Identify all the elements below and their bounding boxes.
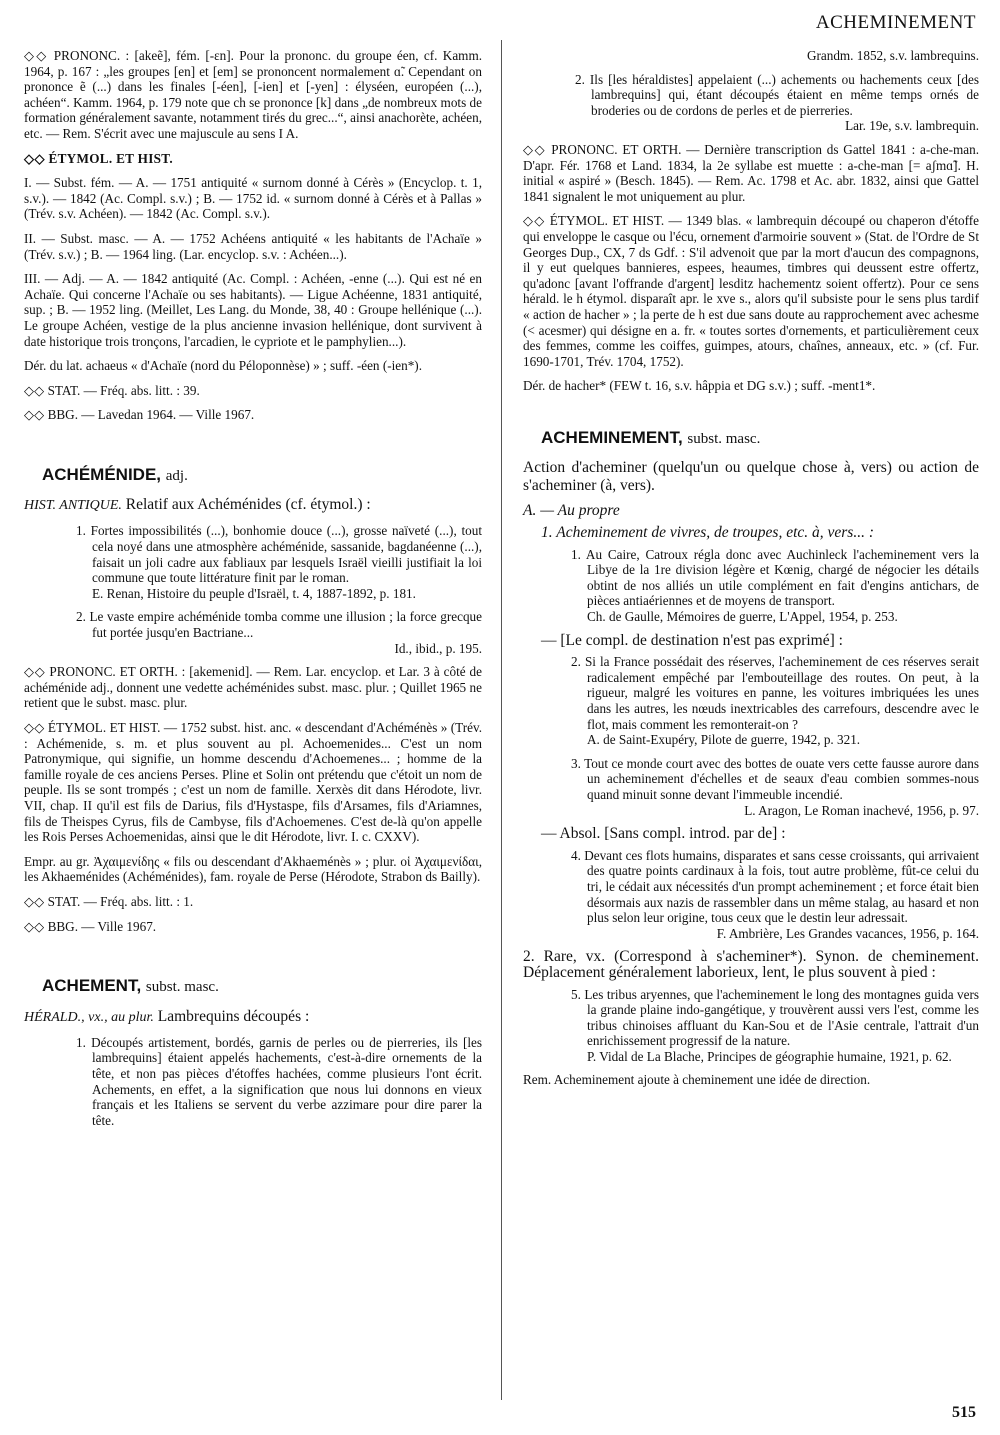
achemenide-empr: Empr. au gr. Ἀχαιμενίδης « fils ou descendant d'Akhaeménès » ; plur. οἱ Ἀχαιμενίδαι, les Akhaeménides (Achéménides), fam. royale de Perse (Hérodote, Strabon ds Bailly).	[24, 853, 482, 885]
example-text: 1. Découpés artistement, bordés, garnis de perles ou de pierreries, ils [les lambrequins] étaient appelés hachements, c'est-à-dire ornements de la tête, et non pas pièces d'étoffes hachées, comme plusieurs l'ont écrit. Achements, en effet, a la signification que nous lui donnons en vieux français et les Italiens se servent du verbe azzimare pour dire parer la tête.	[76, 1034, 482, 1128]
example-text: 2. Ils [les héraldistes] appelaient (...) achements ou hachements ceux [des lambrequins] qui, étant découpés étaient en même temps ornés de broderies ou de cordons de perles et de pierreries.	[575, 71, 979, 118]
achement-etymol: ◇◇ ÉTYMOL. ET HIST. — 1349 blas. « lambrequin découpé ou chaperon d'étoffe qui enveloppe le casque ou l'écu, ornement d'armoirie souvent » (Stat. de l'Ordre de St Georges Dup., CX, 7 ds Gdf. : S'il advenoit que par la mort d'aucun des compagnons, il y eut quelques bannieres, espees, heaumes, timbres qui deussent estre offertz, qu'adonc [avant l'offrande d'argent] lesditz hachementz soient offertz). Pour ce sens hérald. le h étymol. disparaît apr. le xve s., alors qu'il subsiste pour le sens plus tardif « action de hacher » ; la perte de h est due sans doute au rapprochement avec achesme (< acesmer) qui désigne en a. fr. « toutes sortes d'ornements, et particulièrement ceux des femmes, comme les coiffes, guimpes, atours, chaînes, anneaux, etc. » (cf. Fur. 1690-1701, Trév. 1704, 1752).	[523, 213, 979, 369]
entry-headword-acheminement	[541, 427, 979, 448]
subsection-2-heading: 2. Rare, vx. (Correspond à s'acheminer*). Synon. de cheminement. Déplacement généralement laborieux, lent, le plus souvent à pied :	[523, 948, 979, 981]
example-text: 4. Devant ces flots humains, disparates et sans cesse croissants, qui arrivaient des quatre points cardinaux à la fois, tout autre problème, fût-ce celui du tri, le cédait aux nécessités d'un prompt acheminement ; et force était bien désormais aux nazis de rassembler dans un même stalag, au hasard et non plus selon leur origine, tous ceux que le destin leur adressait.	[571, 847, 979, 926]
definition-text: Lambrequins découpés :	[157, 1007, 310, 1025]
acheen-etymol-3: III. — Adj. — A. — 1842 antiquité (Ac. Compl. : Achéen, -enne (...). Qui est né en Achaïe. Qui concerne l'Achaïe ou ses habitants). — Ligue Achéenne, 1831 antiquité, sup. ; B. — 1952 ling. (Meillet, Les Lang. du Monde, 38, 40 : Groupe hellénique (...). Le groupe Achéen, vestige de la plus ancienne invasion hellénique, dont survivent à date historique trois tronçons, l'arcadien, le cypriote et le pamphylien...).	[24, 271, 482, 349]
achemenide-bbg: ◇◇ BBG. — Ville 1967.	[24, 918, 157, 934]
acheen-bbg: ◇◇ BBG. — Lavedan 1964. — Ville 1967.	[24, 407, 255, 423]
example-source: Ch. de Gaulle, Mémoires de guerre, L'Appel, 1954, p. 253.	[587, 609, 898, 625]
acheen-stat: ◇◇ STAT. — Fréq. abs. litt. : 39.	[24, 382, 200, 398]
achemenide-stat: ◇◇ STAT. — Fréq. abs. litt. : 1.	[24, 893, 194, 909]
entry-headword-achement	[42, 978, 482, 996]
definition: Action d'acheminer (quelqu'un ou quelque chose à, vers) ou action de s'acheminer (à, vers).	[523, 459, 979, 495]
example-2	[24, 609, 482, 656]
headword: ACHÉMÉNIDE,	[42, 464, 162, 484]
acheminement-remark: Rem. Acheminement ajoute à cheminement une idée de direction.	[523, 1072, 871, 1088]
example-source: P. Vidal de La Blache, Principes de géographie humaine, 1921, p. 62.	[587, 1048, 952, 1064]
left-column	[24, 48, 482, 1136]
acheminement-example-5	[523, 987, 979, 1065]
acheen-prononc: ◇◇ PRONONC. : [akeẽ], fém. [-ɛn]. Pour la prononc. du groupe éen, cf. Kamm. 1964, p. 167 : „les groupes [en] et [em] se prononcent normalement ɑ̃. Cependant on prononce ẽ (...) dans les finales [-éen], [-ien] et [-yen] : élyséen, européen (...), achéen“. Kamm. 1964, p. 179 note que ch se prononce [k] dans „de nombreux mots de formation généralement savante, notamment tirés du grec...“, ainsi anachorète, achéen, etc. — Rem. S'écrit avec une majuscule au sens I A.	[24, 48, 482, 141]
achemenide-etymol: ◇◇ ÉTYMOL. ET HIST. — 1752 subst. hist. anc. « descendant d'Achéménès » (Trév. : Achémenide, s. m. et plus souvent au pl. Achoemenides... C'est un nom Patronymique, qui signifie, un homme descendu d'Achoemenes... ; homme de la famille royale de ces anciens Perses. Pline et Solin ont prétendu que c'étoit un nom de peuple. Ils se sont trompés ; c'est un nom de famille. Xerxès dit dans Hérodote, livr. VII, chap. II qu'il est fils de Darius, fils d'Hystaspe, fils d'Arsames, fils d'Ariamnes, fils de Theispes Cyrus, fils de Cambyse, fils d'Achoemenes. C'est de-là qu'on appelle les Rois Perses Achoemenidas, ainsi que le dit Hérodote, livr. I. c. CXXV).	[24, 720, 482, 845]
acheminement-example-3	[523, 756, 979, 818]
domain-label: HÉRALD., vx., au plur.	[24, 1009, 154, 1025]
example-text: 1. Fortes impossibilités (...), bonhomie douce (...), grosse naïveté (...), tout cela noyé dans une atmosphère achéménide, sassanide, bagdanéenne (...), faisait un joli cadre aux fabliaux par lesquels Israël vieilli justifiait la loi commune que toute littérature finit par le roman.	[76, 523, 482, 586]
column-divider	[501, 40, 502, 1400]
achement-example-1	[24, 1035, 482, 1129]
acheen-derivation: Dér. du lat. achaeus « d'Achaïe (nord du Péloponnèse) » ; suff. -éen (-ien*).	[24, 358, 422, 374]
headword: ACHEMINEMENT,	[541, 427, 683, 447]
headword: ACHEMENT,	[42, 976, 142, 996]
example-text: 2. Le vaste empire achéménide tomba comme une illusion ; la force grecque fut portée jusqu'en Bactriane...	[76, 609, 482, 641]
definition	[24, 496, 482, 515]
section-a-heading: A. — Au propre	[523, 502, 620, 520]
acheminement-example-1	[523, 547, 979, 625]
acheen-etymol-1: I. — Subst. fém. — A. — 1751 antiquité « surnom donné à Cérès » (Encyclop. t. 1, s.v.). — 1842 (Ac. Compl. s.v.) ; B. — 1752 id. « surnom donné à Cérès et à Pallas » (Trév. s.v. Achéen). — 1842 (Ac. Compl. s.v.).	[24, 175, 482, 222]
subsection-1-heading: 1. Acheminement de vivres, de troupes, etc. à, vers... :	[541, 524, 875, 542]
category: subst. masc.	[687, 430, 761, 447]
example-text: 5. Les tribus aryennes, que l'acheminement le long des montagnes guida vers la grande plaine indo-gangétique, y trouvèrent aussi vers l'est, comme les tribus chinoises affluant du Kan-Sou et de l'Asie centrale, l'attrait d'un enrichissement progressif de la nature.	[571, 986, 979, 1049]
achement-example-2	[523, 72, 979, 134]
example-source: A. de Saint-Exupéry, Pilote de guerre, 1942, p. 321.	[587, 732, 861, 748]
achement-example-1-source	[523, 48, 979, 64]
example-source: L. Aragon, Le Roman inachevé, 1956, p. 97.	[744, 802, 979, 818]
definition-text: Relatif aux Achéménides (cf. étymol.) :	[125, 496, 371, 514]
definition	[24, 1008, 482, 1027]
example-text: 3. Tout ce monde court avec des bottes de ouate vers cette fausse aurore dans un acheminement d'échelles et de seaux d'eau combien sommes-nous quand minuit sonne devant l'immeuble incendié.	[571, 755, 979, 802]
achement-derivation: Dér. de hacher* (FEW t. 16, s.v. hâppia et DG s.v.) ; suff. -ment1*.	[523, 378, 876, 394]
example-source: Grandm. 1852, s.v. lambrequins.	[806, 48, 979, 63]
example-source: Id., ibid., p. 195.	[394, 640, 482, 656]
example-source: E. Renan, Histoire du peuple d'Israël, t. 4, 1887-1892, p. 181.	[92, 585, 416, 601]
example-text: 2. Si la France possédait des réserves, l'acheminement de ces réserves serait radicalement empêché par l'embouteillage des routes. On peut, à la rigueur, malgré les voitures en panne, les voitures imbriquées les unes dans les autres, les nœuds inextricables des carrefours, descendre avec le flot, mais comment les remonterait-on ?	[571, 654, 979, 732]
achemenide-prononc: ◇◇ PRONONC. ET ORTH. : [akemenid]. — Rem. Lar. encyclop. et Lar. 3 à côté de achéménide adj., donnent une vedette achéménides subst. masc. plur. ; Quillet 1965 ne retient que le subst. masc. plur.	[24, 664, 482, 711]
right-column	[523, 48, 979, 1097]
category: adj.	[165, 467, 188, 484]
acheen-etymol-2: II. — Subst. masc. — A. — 1752 Achéens antiquité « les habitants de l'Achaïe » (Trév. s.v.) ; B. — 1964 ling. (Lar. encyclop. s.v. : Achéen...).	[24, 230, 482, 262]
example-text: 1. Au Caire, Catroux régla donc avec Auchinleck l'acheminement vers la Libye de la 1re division légère et Kœnig, chargé de négocier les détails obtint de nos alliés un utile complément en fait d'engins antichars, de pièces antiaériennes et de moyens de transport.	[571, 546, 979, 609]
running-head: ACHEMINEMENT	[815, 12, 976, 33]
domain-label: HIST. ANTIQUE.	[24, 498, 122, 514]
example-source: Lar. 19e, s.v. lambrequin.	[845, 118, 979, 134]
category: subst. masc.	[145, 979, 219, 996]
entry-headword-achemenide	[42, 464, 482, 485]
acheminement-example-2	[523, 654, 979, 748]
page-number: 515	[952, 1404, 976, 1421]
acheen-etymol-head: ◇◇ ÉTYMOL. ET HIST.	[24, 150, 173, 166]
dash-heading-2: — Absol. [Sans compl. introd. par de] :	[541, 825, 786, 843]
example-source: F. Ambrière, Les Grandes vacances, 1956, p. 164.	[716, 925, 979, 941]
dash-heading-1: — [Le compl. de destination n'est pas exprimé] :	[541, 631, 843, 649]
example-1	[24, 523, 482, 601]
acheminement-example-4	[523, 848, 979, 942]
achement-prononc: ◇◇ PRONONC. ET ORTH. — Dernière transcription ds Gattel 1841 : a-che-man. D'apr. Fér. 1768 et Land. 1834, la 2e syllabe est muette : a-che-man [= aʃmɑ̃]. H. initial « aspiré » (Besch. 1845). — Rem. Ac. 1798 et Ac. abr. 1832, ainsi que Gattel 1841 signalent le mot uniquement au plur.	[523, 141, 979, 204]
